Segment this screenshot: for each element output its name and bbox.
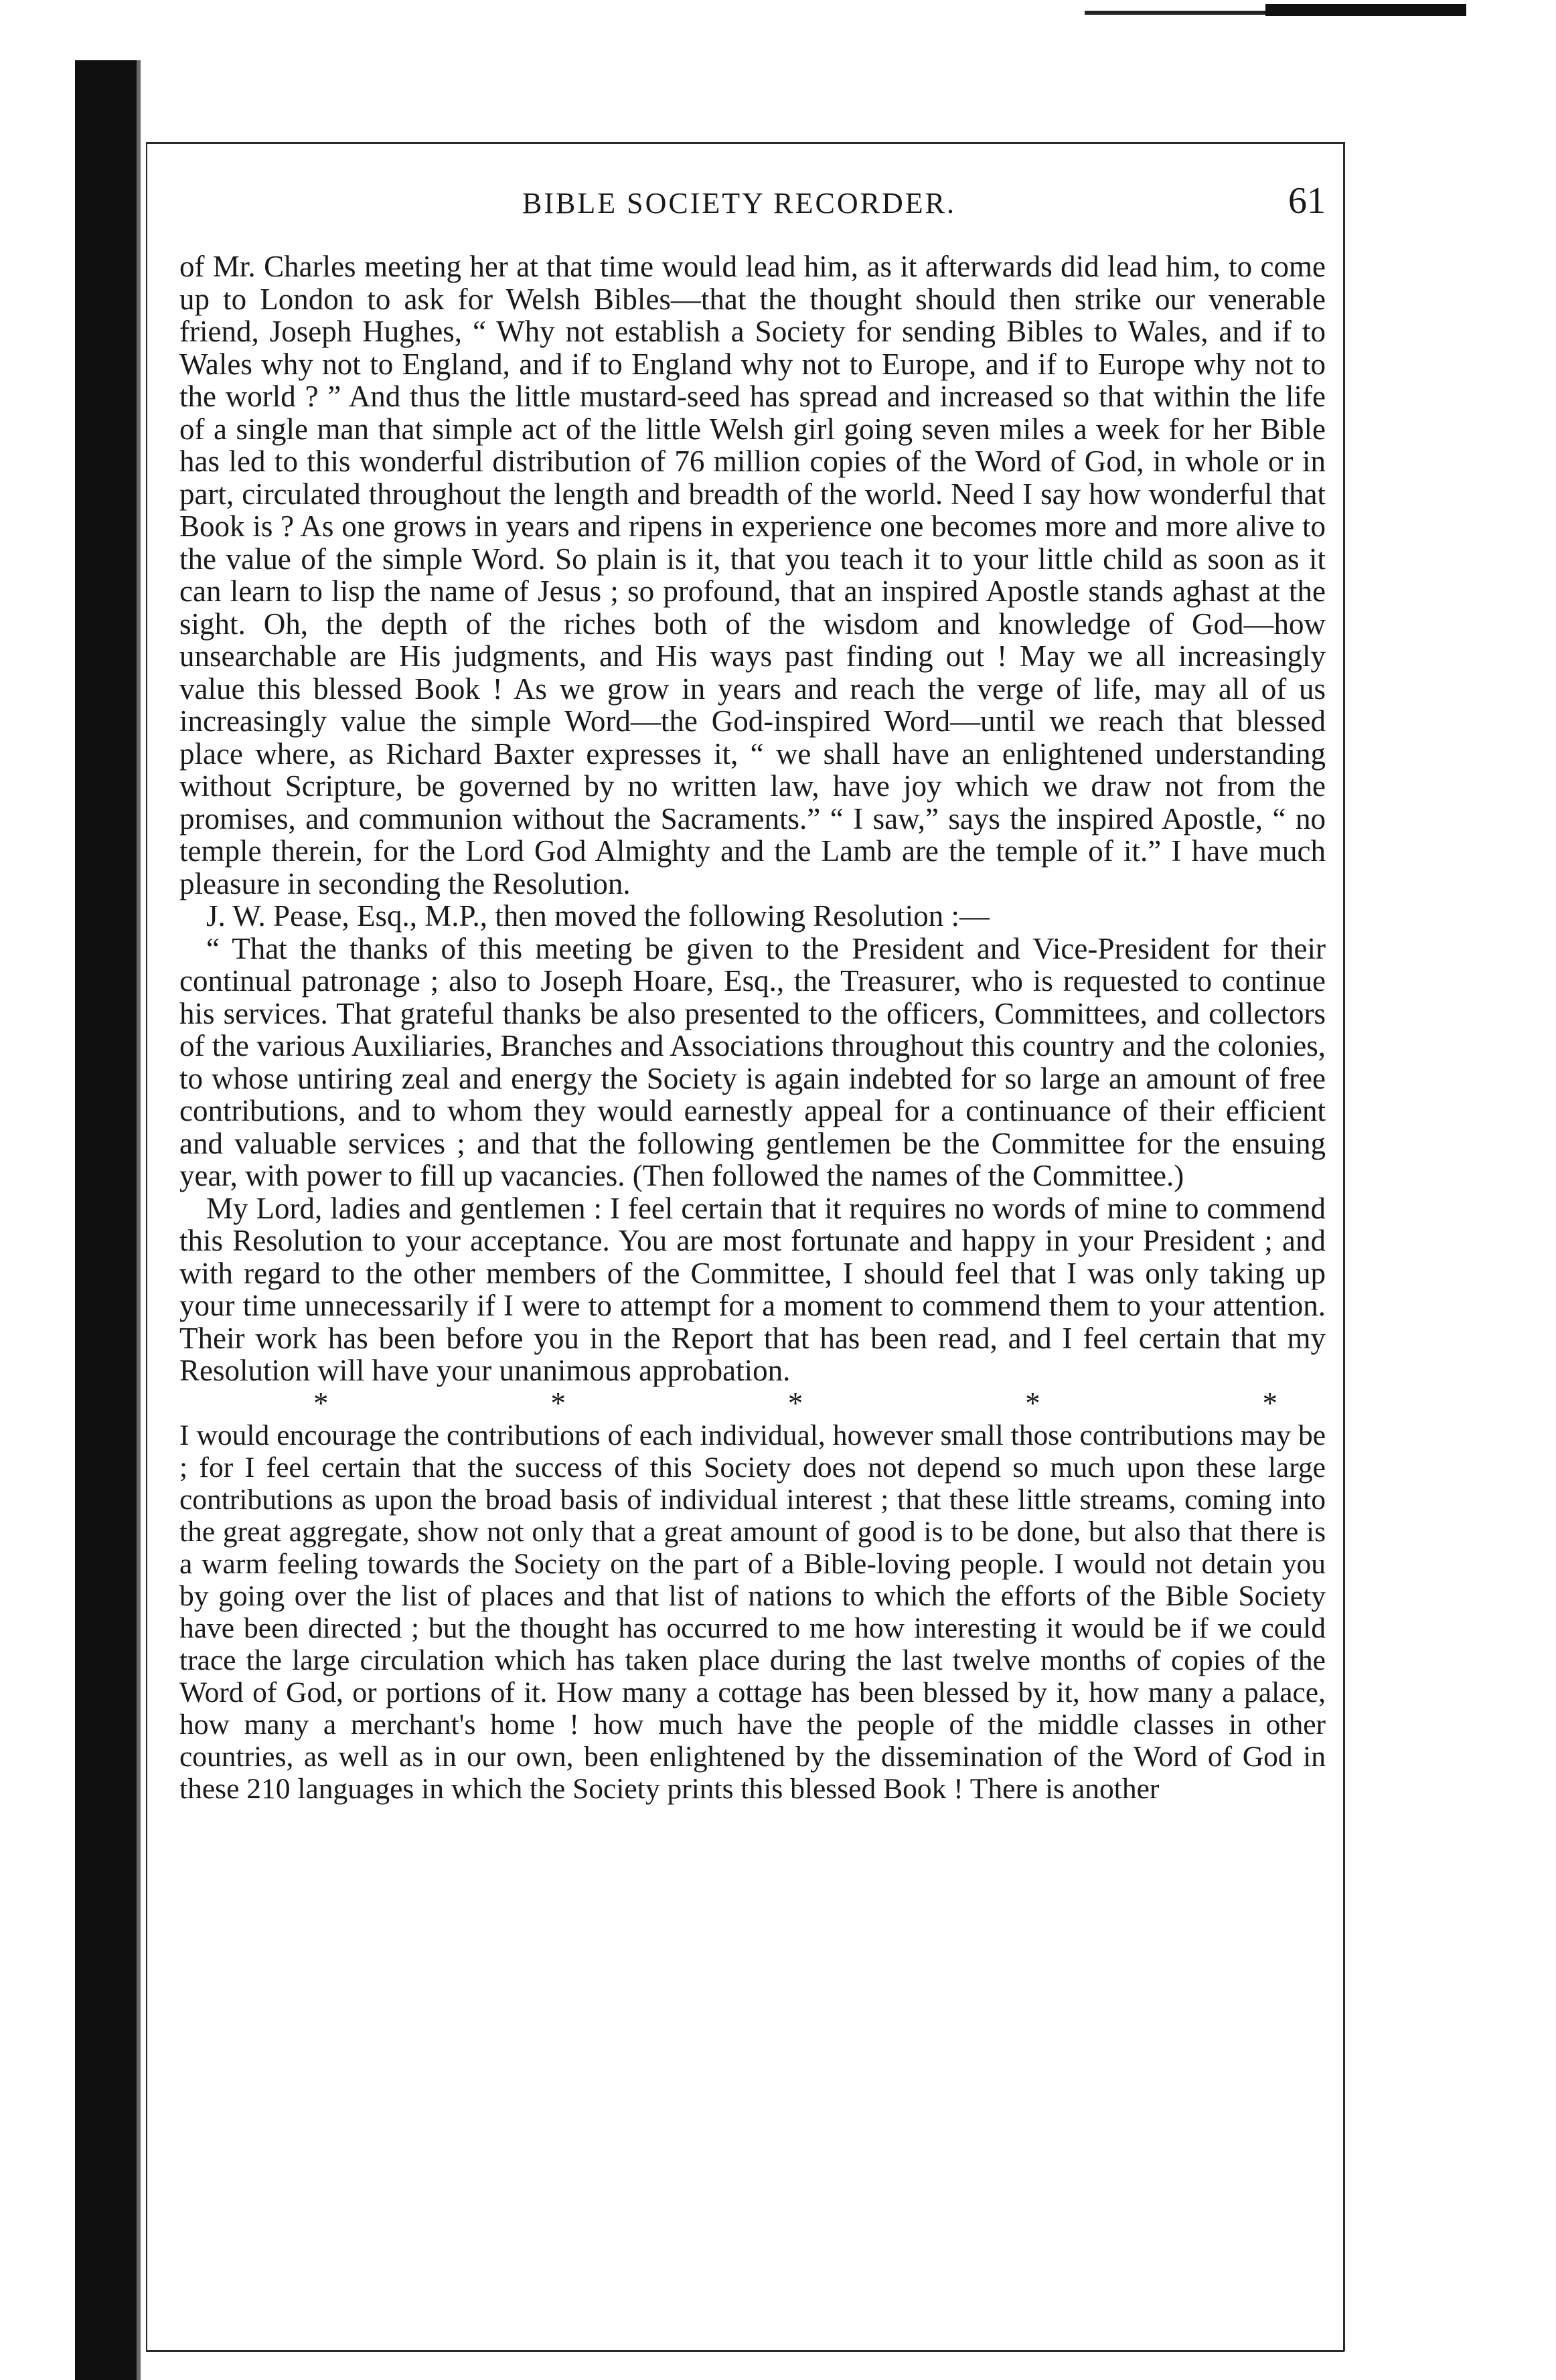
page-number: 61 bbox=[1288, 180, 1326, 222]
separator-star: * bbox=[313, 1386, 329, 1420]
page-header bbox=[174, 179, 1326, 233]
frame-left-rule bbox=[146, 142, 147, 2351]
paragraph: of Mr. Charles meeting her at that time would lead him, as it afterwards did lead him, to come up to London to ask for Welsh Bibles—that the thought should then strike our venerable friend, Joseph Hughes, “ Why not establish a Society for sending Bibles to Wales, and if to Wales why not to England, and if to England why not to Europe, and if to Europe why not to the world ? ” And thus the little mustard-seed has spread and increased so that within the life of a single man that simple act of the little Welsh girl going seven miles a week for her Bible has led to this wonderful distribution of 76 million copies of the Word of God, in whole or in part, circulated throughout the length and breadth of the world. Need I say how wonderful that Book is ? As one grows in years and ripens in experience one becomes more and more alive to the value of the simple Word. So plain is it, that you teach it to your little child as soon as it can learn to lisp the name of Jesus ; so profound, that an inspired Apostle stands aghast at the sight. Oh, the depth of the riches both of the wisdom and knowledge of God—how unsearchable are His judgments, and His ways past finding out ! May we all increasingly value this blessed Book ! As we grow in years and reach the verge of life, may all of us increasingly value the simple Word—the God-inspired Word—until we reach that blessed place where, as Richard Baxter expresses it, “ we shall have an enlightened understanding without Scripture, be governed by no written law, have joy which we draw not from the promises, and communion without the Sacraments.” “ I saw,” says the inspired Apostle, “ no temple therein, for the Lord God Almighty and the Lamb are the temple of it.” I have much pleasure in seconding the Resolution. bbox=[179, 250, 1326, 900]
running-head: BIBLE SOCIETY RECORDER. bbox=[522, 187, 956, 220]
continuation-paragraph: I would encourage the contributions of each individual, however small those contributions may be ; for I feel certain that the success of this Society does not depend so much upon these large contributions as upon the broad basis of individual interest ; that these little streams, coming into the great aggregate, show not only that a great amount of good is to be done, but also that there is a warm feeling towards the Society on the part of a Bible-loving people. I would not detain you by going over the list of places and that list of nations to which the efforts of the Bible Society have been directed ; but the thought has occurred to me how interesting it would be if we could trace the large circulation which has taken place during the last twelve months of copies of the Word of God, or portions of it. How many a cottage has been blessed by it, how many a palace, how many a merchant's home ! how much have the people of the middle classes in other countries, as well as in our own, been enlightened by the dissemination of the Word of God in these 210 languages in which the Society prints this blessed Book ! There is another bbox=[179, 1419, 1326, 1805]
separator-star: * bbox=[1262, 1386, 1277, 1420]
separator-star: * bbox=[787, 1386, 803, 1420]
section-separator bbox=[179, 1387, 1326, 1419]
resolution-quote: “ That the thanks of this meeting be given to the President and Vice-President for their continual patronage ; also to Joseph Hoare, Esq., the Treasurer, who is requested to continue his services. That grateful thanks be also presented to the officers, Committees, and collectors of the various Auxiliaries, Branches and Associations throughout this country and the colonies, to whose untiring zeal and energy the Society is again indebted for so large an amount of free contributions, and to whom they would earnestly appeal for a continuance of their efficient and valuable services ; and that the following gentlemen be the Committee for the ensuing year, with power to fill up vacancies. (Then followed the names of the Committee.) bbox=[179, 931, 1326, 1192]
book-spine-shadow bbox=[75, 60, 137, 2380]
book-spine-edge bbox=[137, 60, 141, 2380]
separator-star: * bbox=[550, 1386, 566, 1420]
frame-bottom-rule bbox=[146, 2350, 1344, 2352]
paragraph: J. W. Pease, Esq., M.P., then moved the following Resolution :— bbox=[206, 899, 990, 933]
top-edge-mark bbox=[1265, 4, 1466, 16]
paragraph: My Lord, ladies and gentlemen : I feel certain that it requires no words of mine to commend this Resolution to your acceptance. You are most fortunate and happy in your President ; and with regard to the other members of the Committee, I should feel that I was only taking up your time unnecessarily if I were to attempt for a moment to commend them to your attention. Their work has been before you in the Report that has been read, and I feel certain that my Resolution will have your unanimous approbation. bbox=[179, 1191, 1326, 1387]
article-body bbox=[179, 250, 1326, 1805]
separator-star: * bbox=[1025, 1386, 1040, 1420]
frame-right-rule bbox=[1343, 142, 1345, 2351]
frame-top-rule bbox=[146, 142, 1344, 144]
